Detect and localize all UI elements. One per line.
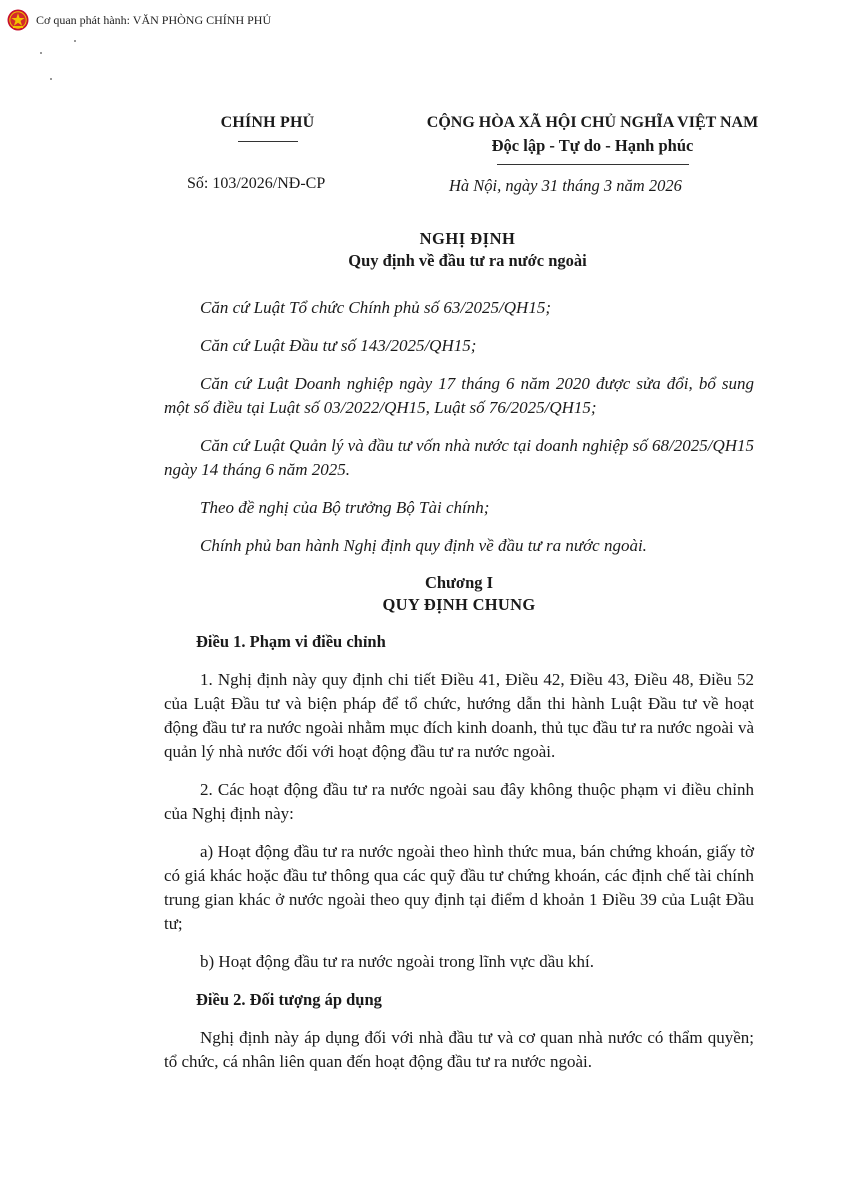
document-number: Số: 103/2026/NĐ-CP [187,175,326,192]
national-motto: Độc lập - Tự do - Hạnh phúc [491,136,694,155]
agency-underline [238,141,298,142]
legal-basis-5: Theo đề nghị của Bộ trưởng Bộ Tài chính; [200,498,490,517]
motto-underline [497,164,689,165]
document-body [164,296,754,1074]
article-1-clause-2: 2. Các hoạt động đầu tư ra nước ngoài sau đây không thuộc phạm vi điều chỉnh của Nghị định này: [164,780,754,823]
article-1-point-b: b) Hoạt động đầu tư ra nước ngoài trong lĩnh vực dầu khí. [200,952,595,971]
place-and-date: Hà Nội, ngày 31 tháng 3 năm 2026 [449,176,682,195]
issuer-bar [0,0,845,34]
nation-name: CỘNG HÒA XÃ HỘI CHỦ NGHĨA VIỆT NAM [426,114,759,131]
article-2-heading: Điều 2. Đối tượng áp dụng [196,990,382,1009]
national-motto-block [405,114,780,165]
chapter-heading [164,572,754,616]
issuer-label: Cơ quan phát hành: VĂN PHÒNG CHÍNH PHỦ [36,13,272,27]
legal-basis-3: Căn cứ Luật Doanh nghiệp ngày 17 tháng 6 năm 2020 được sửa đổi, bổ sung một số điều tại Luật số 03/2022/QH15, Luật số 76/2025/QH15; [164,374,754,417]
legal-basis-2: Căn cứ Luật Đầu tư số 143/2025/QH15; [200,336,477,355]
chapter-number: Chương I [424,573,494,592]
legal-basis-1: Căn cứ Luật Tổ chức Chính phủ số 63/2025/QH15; [200,298,551,317]
promulgation-statement: Chính phủ ban hành Nghị định quy định về đầu tư ra nước ngoài. [200,536,647,555]
article-1-heading: Điều 1. Phạm vi điều chỉnh [196,632,386,651]
document-subject: Quy định về đầu tư ra nước ngoài [348,251,587,270]
national-emblem-icon [7,9,29,31]
article-1-point-a: a) Hoạt động đầu tư ra nước ngoài theo hình thức mua, bán chứng khoán, giấy tờ có giá khác hoặc đầu tư thông qua các quỹ đầu tư chứng khoán, các định chế tài chính trung gian khác ở nước ngoài theo quy định tại điểm d khoản 1 Điều 39 của Luật Đầu tư; [164,842,754,933]
article-2-text: Nghị định này áp dụng đối với nhà đầu tư và cơ quan nhà nước có thẩm quyền; tổ chức, cá nhân liên quan đến hoạt động đầu tư ra nước ngoài. [164,1028,754,1071]
agency-name: CHÍNH PHỦ [220,114,315,131]
article-1-clause-1: 1. Nghị định này quy định chi tiết Điều 41, Điều 42, Điều 43, Điều 48, Điều 52 của Luật Đầu tư và biện pháp để tổ chức, hướng dẫn thi hành Luật Đầu tư về hoạt động đầu tư ra nước ngoài nhằm mục đích kinh doanh, thủ tục đầu tư ra nước ngoài và quản lý nhà nước đối với hoạt động đầu tư ra nước ngoài. [164,670,754,761]
document-type: NGHỊ ĐỊNH [419,229,516,248]
legal-basis-4: Căn cứ Luật Quản lý và đầu tư vốn nhà nước tại doanh nghiệp số 68/2025/QH15 ngày 14 tháng 6 năm 2025. [164,436,754,479]
issuing-agency-block [195,114,340,142]
chapter-name: QUY ĐỊNH CHUNG [382,595,536,614]
document-title [0,229,845,271]
